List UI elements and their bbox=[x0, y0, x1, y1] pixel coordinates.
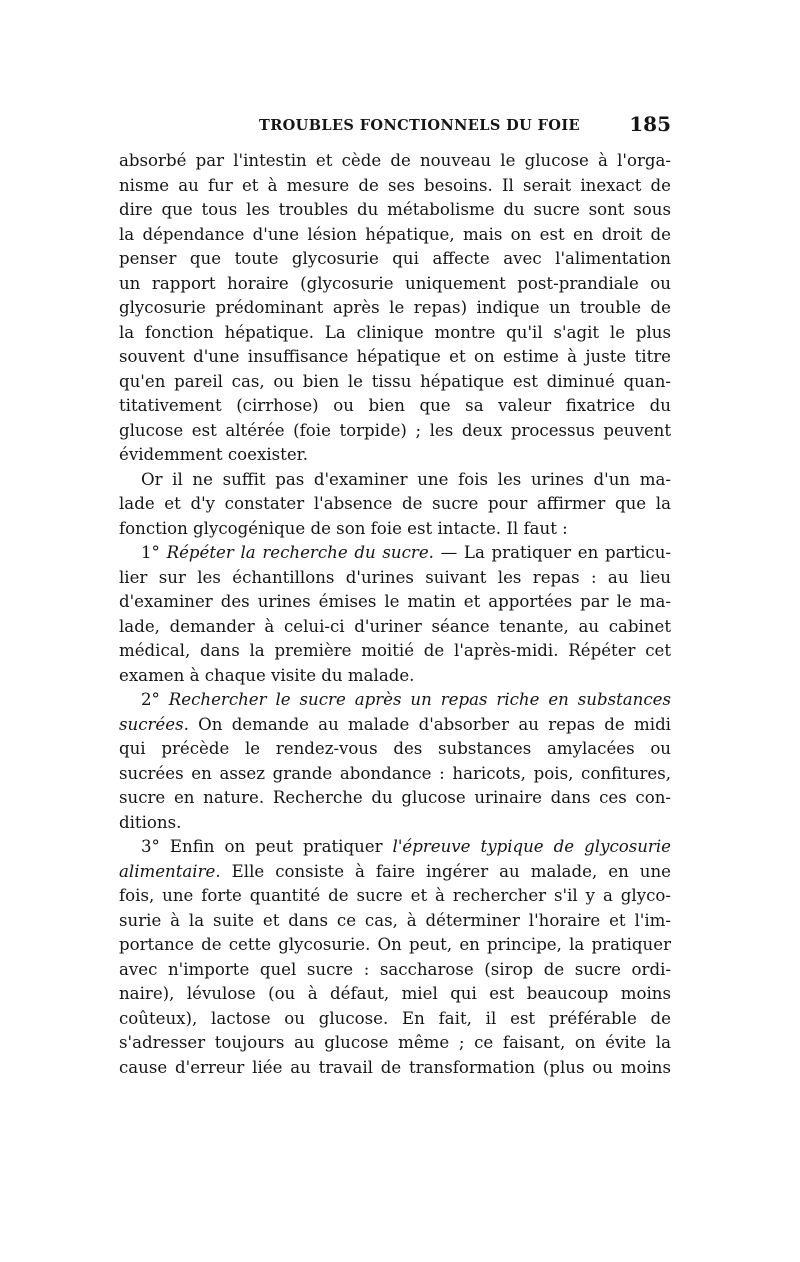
text-segment: absorbé par l'intestin et cède de nouveau le glucose à l'orga- bbox=[119, 151, 671, 170]
text-line bbox=[119, 468, 671, 493]
text-line bbox=[119, 590, 671, 615]
text-line bbox=[119, 321, 671, 346]
text-segment: — La pratiquer en particu- bbox=[433, 543, 671, 562]
running-title: TROUBLES FONCTIONNELS DU FOIE bbox=[259, 117, 580, 134]
text-line bbox=[119, 419, 671, 444]
text-line bbox=[119, 811, 671, 836]
text-segment: glucose est altérée (foie torpide) ; les deux processus peuvent bbox=[119, 420, 671, 440]
body-text bbox=[119, 149, 671, 1080]
text-segment: On demande au malade d'absorber au repas de midi bbox=[188, 714, 671, 734]
text-line bbox=[119, 762, 671, 787]
text-line bbox=[119, 541, 671, 566]
text-segment: 1° bbox=[141, 543, 167, 562]
italic-text: Répéter la recherche du sucre. bbox=[166, 543, 434, 562]
text-line bbox=[119, 664, 671, 689]
text-segment: médical, dans la première moitié de l'après-midi. Répéter cet bbox=[119, 641, 671, 660]
text-segment: coûteux), lactose ou glucose. En fait, il est préférable de bbox=[119, 1008, 671, 1028]
text-line bbox=[119, 149, 671, 174]
text-line bbox=[119, 786, 671, 811]
text-segment: surie à la suite et dans ce cas, à déterminer l'horaire et l'im- bbox=[119, 910, 671, 930]
text-line bbox=[119, 443, 671, 468]
text-line bbox=[119, 713, 671, 738]
text-line bbox=[119, 174, 671, 199]
text-line bbox=[119, 958, 671, 983]
text-line bbox=[119, 909, 671, 934]
text-line bbox=[119, 615, 671, 640]
text-line bbox=[119, 982, 671, 1007]
text-segment: s'adresser toujours au glucose même ; ce faisant, on évite la bbox=[119, 1033, 671, 1052]
text-segment: penser que toute glycosurie qui affecte avec l'alimentation bbox=[119, 249, 671, 268]
italic-text: Rechercher le sucre après un repas riche en substances bbox=[168, 690, 671, 709]
text-segment: avec n'importe quel sucre : saccharose (sirop de sucre ordi- bbox=[119, 959, 671, 979]
text-segment: cause d'erreur liée au travail de transformation (plus ou moins bbox=[119, 1057, 671, 1077]
text-segment: nisme au fur et à mesure de ses besoins. Il serait inexact de bbox=[119, 175, 671, 195]
italic-text: sucrées. bbox=[119, 714, 189, 734]
text-line bbox=[119, 1031, 671, 1056]
text-segment: glycosurie prédominant après le repas) indique un trouble de bbox=[119, 298, 671, 317]
text-segment: portance de cette glycosurie. On peut, en principe, la pratiquer bbox=[119, 935, 671, 954]
text-segment: lade et d'y constater l'absence de sucre pour affirmer que la bbox=[119, 494, 671, 513]
italic-text: alimentaire. bbox=[119, 861, 221, 881]
text-line bbox=[119, 345, 671, 370]
text-segment: lade, demander à celui-ci d'uriner séance tenante, au cabinet bbox=[119, 616, 671, 636]
text-line bbox=[119, 860, 671, 885]
text-line bbox=[119, 198, 671, 223]
text-line bbox=[119, 835, 671, 860]
text-line bbox=[119, 370, 671, 395]
text-segment: sucre en nature. Recherche du glucose urinaire dans ces con- bbox=[119, 788, 671, 807]
running-head bbox=[119, 112, 671, 138]
text-segment: un rapport horaire (glycosurie uniquement post-prandiale ou bbox=[119, 273, 671, 293]
text-segment: ditions. bbox=[119, 812, 182, 832]
text-segment: qu'en pareil cas, ou bien le tissu hépatique est diminué quan- bbox=[119, 371, 671, 391]
text-segment: titativement (cirrhose) ou bien que sa valeur fixatrice du bbox=[119, 396, 671, 415]
italic-text: l'épreuve typique de glycosurie bbox=[392, 837, 671, 856]
text-line bbox=[119, 688, 671, 713]
text-segment: d'examiner des urines émises le matin et apportées par le ma- bbox=[119, 592, 671, 611]
text-segment: qui précède le rendez-vous des substances amylacées ou bbox=[119, 739, 671, 758]
text-segment: sucrées en assez grande abondance : haricots, pois, confitures, bbox=[119, 763, 671, 783]
text-line bbox=[119, 223, 671, 248]
text-line bbox=[119, 639, 671, 664]
text-line bbox=[119, 492, 671, 517]
text-segment: évidemment coexister. bbox=[119, 445, 309, 464]
text-segment: Or il ne suffit pas d'examiner une fois les urines d'un ma- bbox=[141, 469, 671, 489]
text-line bbox=[119, 933, 671, 958]
text-segment: naire), lévulose (ou à défaut, miel qui est beaucoup moins bbox=[119, 984, 671, 1003]
text-line bbox=[119, 884, 671, 909]
text-line bbox=[119, 296, 671, 321]
page-number: 185 bbox=[629, 112, 671, 136]
text-segment: Elle consiste à faire ingérer au malade, en une bbox=[220, 861, 671, 881]
text-segment: 2° bbox=[141, 690, 169, 709]
text-line bbox=[119, 517, 671, 542]
text-line bbox=[119, 1007, 671, 1032]
text-segment: la fonction hépatique. La clinique montre qu'il s'agit le plus bbox=[119, 322, 671, 342]
text-line bbox=[119, 566, 671, 591]
text-line bbox=[119, 394, 671, 419]
text-segment: 3° Enfin on peut pratiquer bbox=[141, 837, 393, 856]
text-segment: examen à chaque visite du malade. bbox=[119, 665, 415, 685]
text-segment: fois, une forte quantité de sucre et à rechercher s'il y a glyco- bbox=[119, 886, 671, 905]
text-segment: souvent d'une insuffisance hépatique et on estime à juste titre bbox=[119, 347, 671, 366]
text-segment: lier sur les échantillons d'urines suivant les repas : au lieu bbox=[119, 567, 671, 587]
text-line bbox=[119, 247, 671, 272]
text-segment: fonction glycogénique de son foie est intacte. Il faut : bbox=[119, 518, 568, 538]
text-line bbox=[119, 737, 671, 762]
text-segment: dire que tous les troubles du métabolisme du sucre sont sous bbox=[119, 200, 671, 219]
text-line bbox=[119, 272, 671, 297]
text-segment: la dépendance d'une lésion hépatique, mais on est en droit de bbox=[119, 224, 671, 244]
text-line bbox=[119, 1056, 671, 1081]
